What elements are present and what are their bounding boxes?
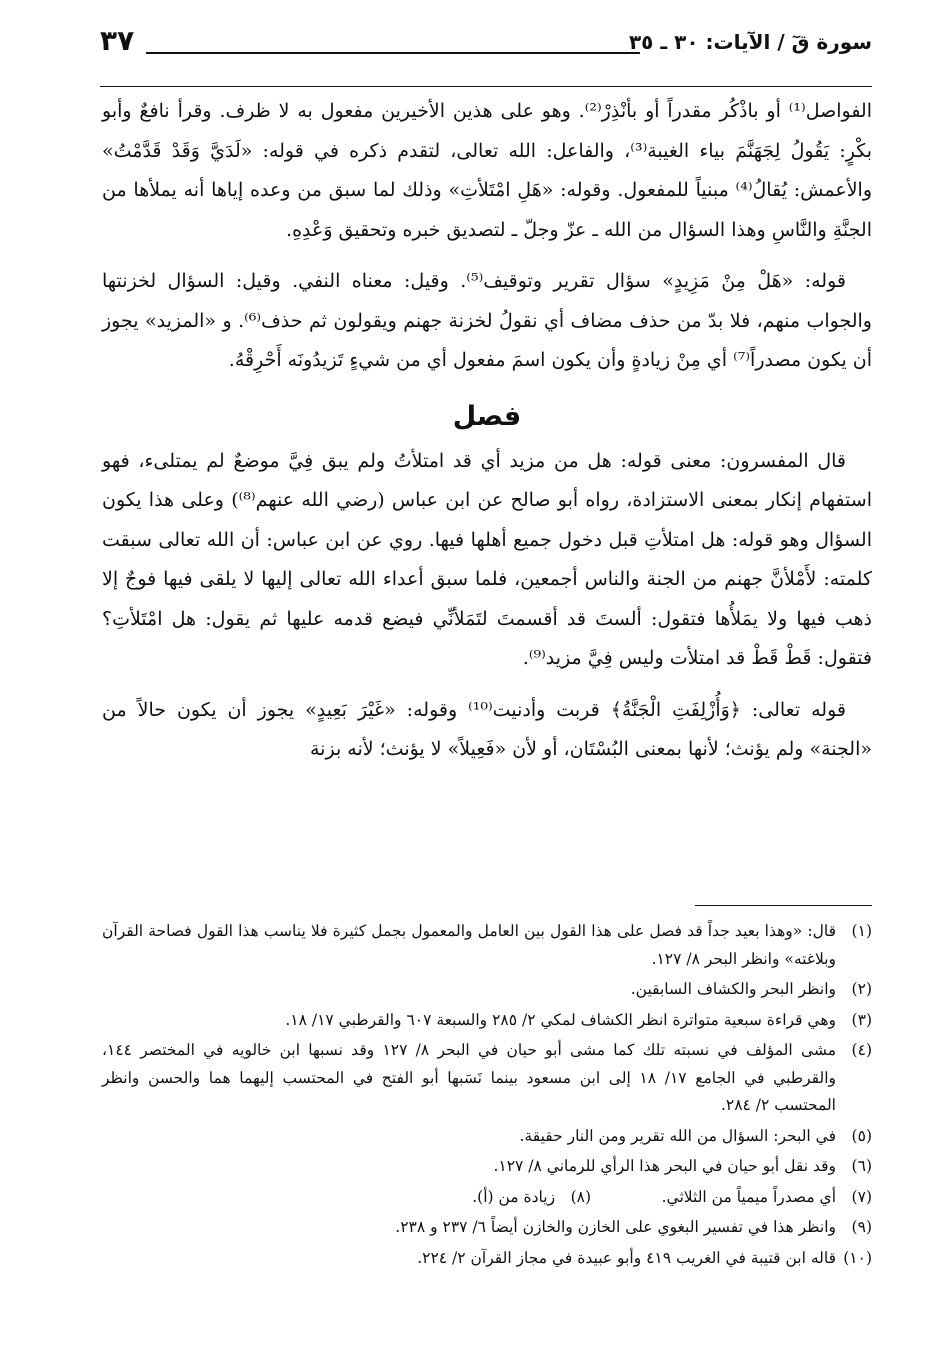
paragraph-2: قوله: «هَلْ مِنْ مَزِيدٍ» سؤال تقرير وتوقيف⁽⁵⁾. وقيل: معناه النفي. وقيل: السؤال لخزنتها والجواب منهم، فلا بدّ من حذف مضاف أي نقولُ لخزنة جهنم ويقولون ثم حذف⁽⁶⁾. و «المزيد» يجوز أن يكون مصدراً⁽⁷⁾ أي مِنْ زيادةٍ وأن يكون اسمَ مفعول أي من شيءٍ تَزيدُونَه أَحْرِقْهُ. [102, 270, 872, 371]
main-text [102, 92, 872, 782]
footnote-text: وهي قراءة سبعية متواترة انظر الكشاف لمكي ٢/ ٢٨٥ والسبعة ٦٠٧ والقرطبي ١٧/ ١٨. [285, 1010, 836, 1029]
footnote-number: (٤) [851, 1041, 872, 1059]
footnote-number: (٨) [570, 1187, 592, 1206]
page-header [100, 22, 872, 66]
footnote-7 [596, 1184, 872, 1212]
footnote-6 [102, 1153, 872, 1181]
footnote-number: (٦) [851, 1157, 872, 1175]
footnote-number: (٧) [851, 1187, 872, 1206]
footnote-number: (١٠) [843, 1248, 872, 1267]
footnote-separator [695, 905, 872, 906]
footnote-text: في البحر: السؤال من الله تقرير ومن النار حقيقة. [519, 1126, 836, 1145]
footnote-text: أي مصدراً ميمياً من الثلاثي. [661, 1187, 836, 1206]
footnote-1 [102, 918, 872, 973]
footnote-number: (١) [851, 922, 872, 940]
running-title: سورة قٓ / الآيات: ٣٠ ـ ٣٥ [628, 30, 872, 54]
paragraph-3: قال المفسرون: معنى قوله: هل من مزيد أي قد امتلأتُ ولم يبق فِيَّ موضعٌ لم يمتلىء، فهو استفهام إنكار بمعنى الاستزادة، رواه أبو صالح عن ابن عباس (رضي الله عنهم⁽⁸⁾) وعلى هذا يكون السؤال وهو قوله: هل امتلأتِ قبل دخول جميع أهلها فيها. روي عن ابن عباس: أن الله تعالى سبقت كلمته: لأَمْلأنَّ جهنم من الجنة والناس أجمعين، فلما سبق أعداء الله تعالى إليها لا يلقى فيها فوجٌ إلا ذهب فيها ولا يمَلأُها فتقول: ألستَ قد أقسمتَ لتَمَلأنِّي فيضع قدمه عليها ثم يقول: هل امْتَلأتِ؟ فتقول: قَطْ قَطْ قد امتلأت وليس فِيَّ مزيد⁽⁹⁾. [102, 449, 872, 669]
header-rule [146, 52, 640, 54]
paragraph-1: الفواصل⁽¹⁾ أو باذْكُر مقدراً أو بأنْذِرْ⁽²⁾. وهو على هذين الأخيرين مفعول به لا ظرف. وقرأ نافعٌ وأبو بكْرٍ: يَقُولُ لِجَهَنَّمَ بياء الغيبة⁽³⁾، والفاعل: الله تعالى، لتقدم ذكره في قوله: «لَدَيَّ وَقَدْ قَدَّمْتُ» والأعمش: يُقالُ⁽⁴⁾ مبنياً للمفعول. وقوله: «هَلِ امْتَلأتِ» وذلك لما سبق من وعده إياها أنه يملأها من الجنَّةِ والنَّاسِ وهذا السؤال من الله ـ عزّ وجلّ ـ لتصديق خبره وتحقيق وَعْدِهِ. [102, 100, 872, 241]
footnote-number: (٢) [851, 980, 872, 998]
footnote-number: (٥) [851, 1126, 872, 1145]
footnote-3 [102, 1007, 872, 1035]
footnote-7-8 [102, 1184, 872, 1212]
footnote-text: قال: «وهذا بعيد جداً قد فصل على هذا القول بين العامل والمعمول بجمل كثيرة فلا يناسب هذا القول فصاحة القرآن وبلاغته» وانظر البحر ٨/ ١٢٧. [102, 922, 836, 968]
page-number: ٣٧ [100, 24, 135, 57]
footnote-8 [315, 1184, 591, 1212]
footnote-text: وانظر هذا في تفسير البغوي على الخازن والخازن أيضاً ٦/ ٢٣٧ و ٢٣٨. [395, 1218, 836, 1236]
section-heading: فصل [452, 400, 522, 432]
footnote-number: (٣) [851, 1010, 872, 1029]
footnote-text: قاله ابن قتيبة في الغريب ٤١٩ وأبو عبيدة في مجاز القرآن ٢/ ٢٢٤. [417, 1248, 836, 1267]
footnote-text: وانظر البحر والكشاف السابقين. [630, 980, 836, 998]
footnote-text: مشى المؤلف في نسبته تلك كما مشى أبو حيان في البحر ٨/ ١٢٧ وقد نسبها ابن خالويه في المختصر ١٤٤، والقرطبي في الجامع ١٧/ ١٨ إلى ابن مسعود بينما نَسَبها أبو الفتح في المحتسب إليهما هما والحسن وانظر المحتسب ٢/ ٢٨٤. [102, 1041, 836, 1114]
footnote-text: زيادة من (أ). [472, 1187, 556, 1206]
footnotes [102, 918, 872, 1275]
paragraph-4: قوله تعالى: ﴿وَأُزْلِفَتِ الْجَنَّةُ﴾ قربت وأدنيت⁽¹⁰⁾ وقوله: «غَيْرَ بَعِيدٍ» يجوز أن يكون حالاً من «الجنة» ولم يؤنث؛ لأنها بمعنى البُسْتَان، أو لأن «فَعِيلاً» لا يؤنث؛ لأنه بزنة [102, 698, 872, 760]
footnote-4 [102, 1037, 872, 1120]
footnote-10 [102, 1245, 872, 1273]
footnote-9 [102, 1214, 872, 1242]
footnote-2 [102, 976, 872, 1004]
footnote-5 [102, 1123, 872, 1151]
footnote-number: (٩) [851, 1218, 872, 1236]
header-underline [100, 86, 872, 87]
footnote-text: وقد نقل أبو حيان في البحر هذا الرأي للرماني ٨/ ١٢٧. [493, 1157, 836, 1175]
